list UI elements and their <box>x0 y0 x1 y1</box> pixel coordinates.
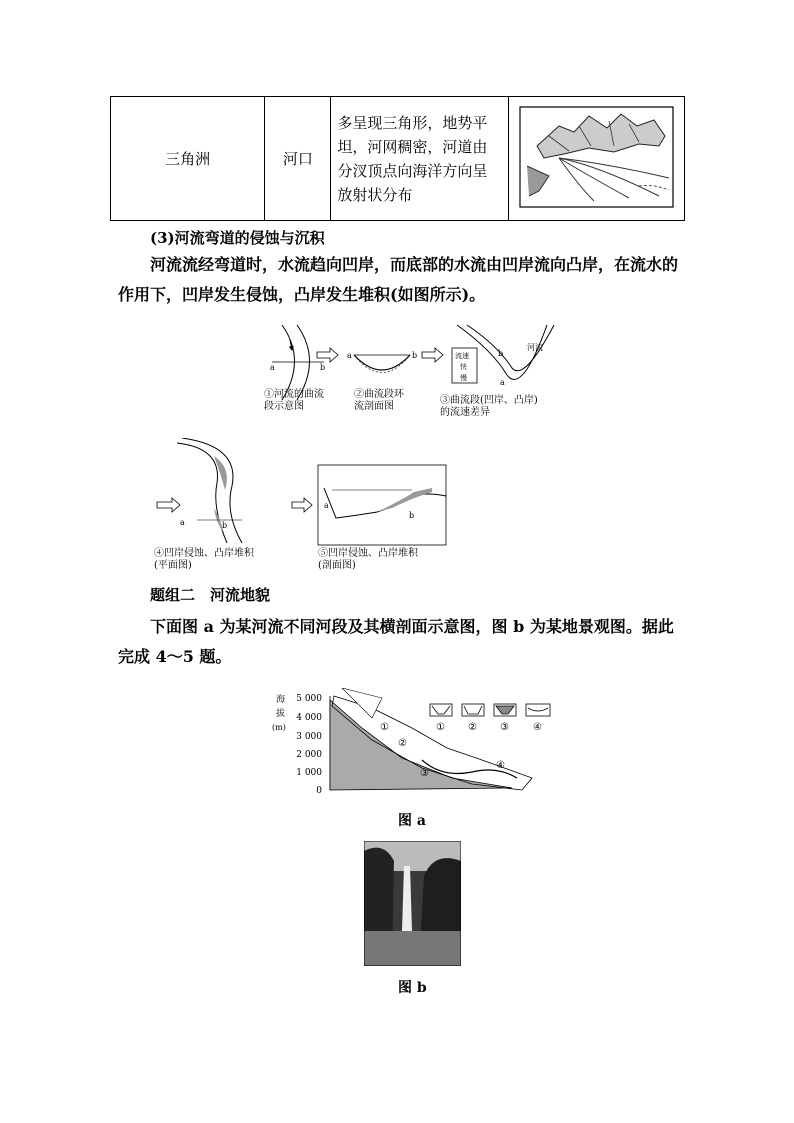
cap1-line2: 段示意图 <box>264 401 304 412</box>
fig-a-tick: 4 000 <box>296 713 322 723</box>
arrow-1-2 <box>317 348 338 362</box>
cs-label: ④ <box>533 722 542 733</box>
delta-sketch-image <box>519 106 674 208</box>
cs-label: ① <box>436 722 445 733</box>
fig2-label-a: a <box>347 351 352 360</box>
figure-a-caption: 图 a <box>398 813 426 829</box>
cap1-line1: ①河流的曲流 <box>264 389 324 400</box>
fig-a-ticks <box>296 694 322 796</box>
speed-slow: 慢 <box>460 374 467 382</box>
speed-fast: 快 <box>460 363 467 371</box>
cap4-line2: (平面图) <box>154 560 192 571</box>
section3-heading: (3)河流弯道的侵蚀与沉积 <box>150 229 325 247</box>
fig-a-section-1: ① <box>380 722 389 733</box>
table-row <box>111 97 685 221</box>
fig3-label-b: b <box>498 349 504 358</box>
cs-label: ③ <box>500 722 509 733</box>
delta-sketch-cell <box>508 97 684 221</box>
fig4-plan <box>157 438 242 543</box>
cap5-line2: (剖面图) <box>318 560 356 571</box>
fig5-label-a: a <box>324 501 329 510</box>
location-cell: 河口 <box>265 97 331 221</box>
fig-a-tick: 0 <box>316 786 322 796</box>
fig-a-tick: 1 000 <box>296 768 322 778</box>
figure-b-waterfall-photo <box>364 841 461 966</box>
cs-label: ② <box>468 722 477 733</box>
speed-title: 流速 <box>455 352 469 360</box>
cap5-line1: ⑤凹岸侵蚀、凸岸堆积 <box>318 548 418 559</box>
arrow-2-3 <box>422 348 443 362</box>
cap2-line1: ②曲流段环 <box>354 389 404 400</box>
section3-body: 河流流经弯道时，水流趋向凹岸，而底部的水流由凹岸流向凸岸，在流水的作用下，凹岸发生侵蚀，凸岸发生堆积(如图所示)。 <box>118 255 679 304</box>
group2-intro: 下面图 a 为某河流不同河段及其横剖面示意图，图 b 为某地景观图。据此完成 4～5 题。 <box>118 617 674 666</box>
fig3-speed <box>452 325 554 387</box>
fig-a-ylabel-1: 海 <box>276 695 286 705</box>
figure-a-profile <box>272 688 557 798</box>
fig4-label-a: a <box>180 518 185 527</box>
fig-a-section-4: ④ <box>496 760 505 771</box>
landform-table <box>110 96 685 221</box>
fig-a-tick: 3 000 <box>296 732 322 742</box>
fig3-label-a: a <box>500 378 505 387</box>
fig5-label-b: b <box>409 511 415 520</box>
bend-figures-row2 <box>152 438 452 548</box>
cap3-line1: ③曲流段(凹岸、凸岸) <box>440 395 538 406</box>
fig-a-ylabel-2: 拔 <box>276 709 286 719</box>
fig-a-cs-labels <box>436 722 542 733</box>
fig-a-cross-sections <box>430 704 550 716</box>
fig4-label-b: b <box>222 521 228 530</box>
fig-a-section-2: ② <box>398 738 407 749</box>
figure-b-caption: 图 b <box>398 980 427 996</box>
description-cell: 多呈现三角形，地势平坦，河网稠密，河道由分汊顶点向海洋方向呈放射状分布 <box>331 97 508 221</box>
cap4-line1: ④凹岸侵蚀、凸岸堆积 <box>154 548 254 559</box>
fig-a-tick: 5 000 <box>296 694 322 704</box>
fig-a-ylabel-unit: (m) <box>272 723 286 732</box>
landform-cell: 三角洲 <box>111 97 265 221</box>
fig2-label-b: b <box>412 351 418 360</box>
group2-title: 题组二 河流地貌 <box>150 586 271 604</box>
river-label: 河流 <box>527 343 543 352</box>
fig2-section <box>347 351 417 373</box>
cap2-line2: 流剖面图 <box>354 401 394 412</box>
cap3-line2: 的流速差异 <box>440 407 490 418</box>
fig-a-tick: 2 000 <box>296 750 322 760</box>
fig1-label-a: a <box>270 363 275 372</box>
fig1-label-b: b <box>320 363 326 372</box>
fig5-section <box>318 465 446 545</box>
arrow-4-5 <box>292 498 312 512</box>
fig-a-section-3: ③ <box>420 768 429 779</box>
